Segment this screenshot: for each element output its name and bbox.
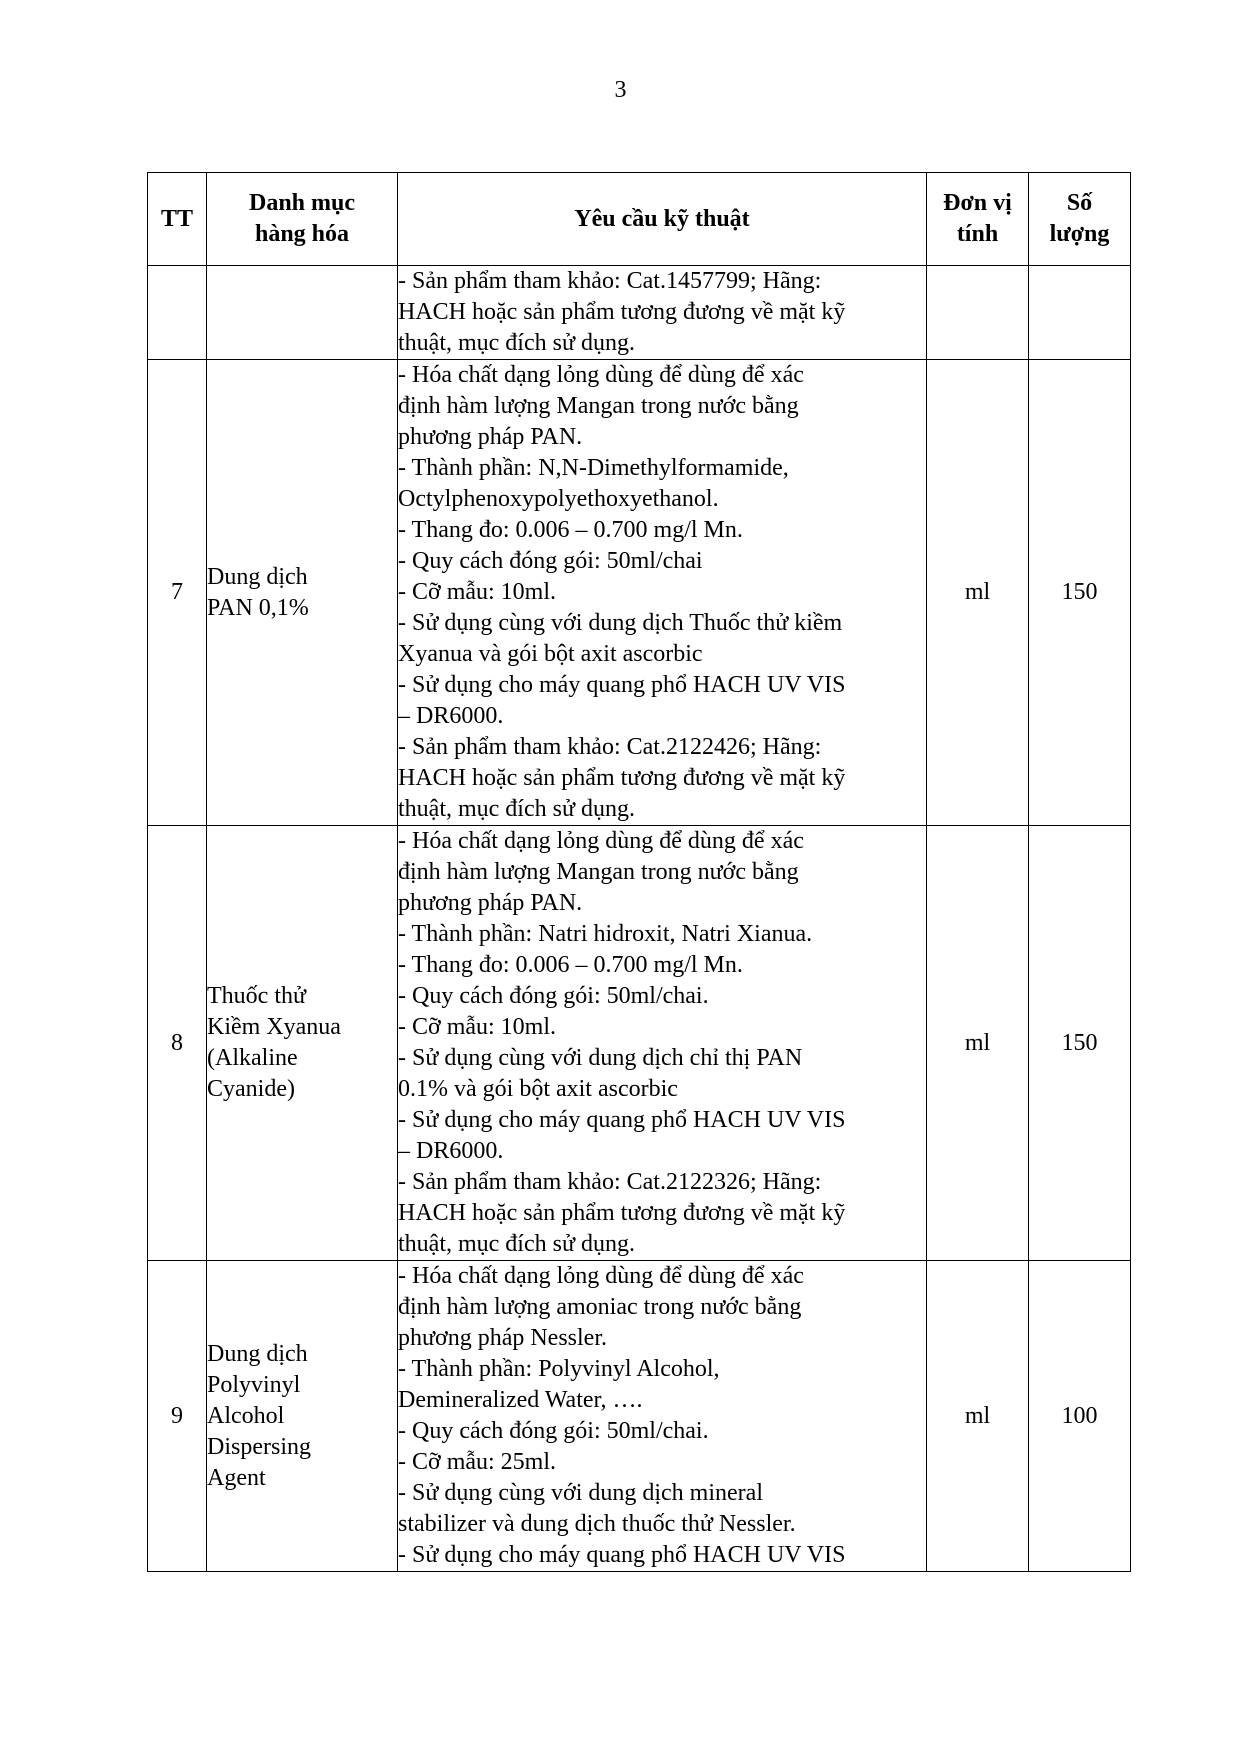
requirement-line: - Hóa chất dạng lỏng dùng để dùng để xác — [398, 828, 804, 854]
table-row — [148, 1261, 1131, 1572]
unit — [927, 266, 1029, 360]
unit: ml — [927, 1261, 1029, 1572]
unit: ml — [927, 826, 1029, 1261]
quantity: 150 — [1029, 360, 1131, 826]
requirement-line: HACH hoặc sản phẩm tương đương về mặt kỹ — [398, 765, 846, 791]
requirement-line: - Cỡ mẫu: 10ml. — [398, 1014, 557, 1040]
requirement-line: phương pháp PAN. — [398, 890, 583, 916]
item-name-line: (Alkaline — [207, 1045, 298, 1071]
requirement-line: - Cỡ mẫu: 25ml. — [398, 1449, 557, 1475]
row-number: 8 — [148, 826, 207, 1261]
header-tt: TT — [148, 173, 207, 266]
unit: ml — [927, 360, 1029, 826]
page-number: 3 — [614, 77, 627, 103]
quantity — [1029, 266, 1131, 360]
requirement-line: - Sản phẩm tham khảo: Cat.2122426; Hãng: — [398, 734, 822, 760]
quantity: 100 — [1029, 1261, 1131, 1572]
requirement-line: - Sử dụng cùng với dung dịch chỉ thị PAN — [398, 1045, 803, 1071]
item-name-line: Cyanide) — [207, 1076, 295, 1102]
requirement-line: - Thang đo: 0.006 – 0.700 mg/l Mn. — [398, 952, 743, 978]
requirement-line: định hàm lượng Mangan trong nước bằng — [398, 393, 799, 419]
requirement-line: - Sản phẩm tham khảo: Cat.2122326; Hãng: — [398, 1169, 822, 1195]
requirement-line: - Thành phần: Natri hidroxit, Natri Xianua. — [398, 921, 813, 947]
technical-requirements — [398, 826, 927, 1261]
requirement-line: - Thang đo: 0.006 – 0.700 mg/l Mn. — [398, 517, 743, 543]
requirement-line: phương pháp Nessler. — [398, 1325, 608, 1351]
header-technical-requirements: Yêu cầu kỹ thuật — [398, 173, 927, 266]
requirement-line: Xyanua và gói bột axit ascorbic — [398, 641, 703, 667]
item-name-line: Kiềm Xyanua — [207, 1014, 341, 1040]
requirement-line: - Sử dụng cho máy quang phổ HACH UV VIS — [398, 1542, 846, 1568]
requirement-line: 0.1% và gói bột axit ascorbic — [398, 1076, 678, 1102]
item-name — [207, 266, 398, 360]
requirement-line: - Thành phần: Polyvinyl Alcohol, — [398, 1356, 720, 1382]
table-header-row — [148, 173, 1131, 266]
technical-requirements — [398, 266, 927, 360]
header-quantity: Số lượng — [1029, 173, 1131, 266]
table-row — [148, 360, 1131, 826]
quantity: 150 — [1029, 826, 1131, 1261]
header-unit: Đơn vị tính — [927, 173, 1029, 266]
requirement-line: - Quy cách đóng gói: 50ml/chai. — [398, 1418, 709, 1444]
item-name — [207, 1261, 398, 1572]
requirement-line: HACH hoặc sản phẩm tương đương về mặt kỹ — [398, 299, 846, 325]
item-name-line: PAN 0,1% — [207, 594, 309, 621]
technical-requirements — [398, 1261, 927, 1572]
item-name-line: Dung dịch — [207, 563, 308, 590]
item-name-line: Dung dịch — [207, 1340, 308, 1367]
requirement-line: - Thành phần: N,N-Dimethylformamide, — [398, 455, 789, 481]
requirement-line: - Sử dụng cho máy quang phổ HACH UV VIS — [398, 1107, 846, 1133]
row-number — [148, 266, 207, 360]
requirement-line: thuật, mục đích sử dụng. — [398, 796, 635, 822]
requirement-line: – DR6000. — [398, 1138, 504, 1164]
requirement-line: – DR6000. — [398, 703, 504, 729]
requirement-line: Octylphenoxypolyethoxyethanol. — [398, 486, 719, 512]
requirement-line: - Hóa chất dạng lỏng dùng để dùng để xác — [398, 362, 804, 388]
item-name-line: Polyvinyl — [207, 1371, 301, 1398]
requirement-line: thuật, mục đích sử dụng. — [398, 330, 635, 356]
requirement-line: Demineralized Water, …. — [398, 1387, 643, 1413]
requirement-line: - Quy cách đóng gói: 50ml/chai — [398, 548, 703, 574]
technical-requirements-table — [147, 172, 1131, 1572]
requirement-line: định hàm lượng Mangan trong nước bằng — [398, 859, 799, 885]
requirement-line: - Sản phẩm tham khảo: Cat.1457799; Hãng: — [398, 268, 822, 294]
item-name — [207, 826, 398, 1261]
technical-requirements — [398, 360, 927, 826]
requirement-line: - Sử dụng cùng với dung dịch mineral — [398, 1480, 763, 1506]
item-name-line: Dispersing — [207, 1433, 311, 1460]
table-row — [148, 826, 1131, 1261]
requirement-line: định hàm lượng amoniac trong nước bằng — [398, 1294, 802, 1320]
requirement-line: - Cỡ mẫu: 10ml. — [398, 579, 557, 605]
row-number: 7 — [148, 360, 207, 826]
requirement-line: - Quy cách đóng gói: 50ml/chai. — [398, 983, 709, 1009]
item-name-line: Alcohol — [207, 1402, 285, 1429]
requirement-line: - Sử dụng cho máy quang phổ HACH UV VIS — [398, 672, 846, 698]
requirement-line: - Sử dụng cùng với dung dịch Thuốc thử kiềm — [398, 610, 843, 636]
header-item-name: Danh mục hàng hóa — [207, 173, 398, 266]
requirement-line: thuật, mục đích sử dụng. — [398, 1231, 635, 1257]
item-name-line: Agent — [207, 1464, 266, 1491]
table-row — [148, 266, 1131, 360]
requirement-line: HACH hoặc sản phẩm tương đương về mặt kỹ — [398, 1200, 846, 1226]
requirement-line: stabilizer và dung dịch thuốc thử Nessler. — [398, 1511, 796, 1537]
requirement-line: - Hóa chất dạng lỏng dùng để dùng để xác — [398, 1263, 804, 1289]
requirement-line: phương pháp PAN. — [398, 424, 583, 450]
item-name — [207, 360, 398, 826]
item-name-line: Thuốc thử — [207, 983, 306, 1009]
row-number: 9 — [148, 1261, 207, 1572]
